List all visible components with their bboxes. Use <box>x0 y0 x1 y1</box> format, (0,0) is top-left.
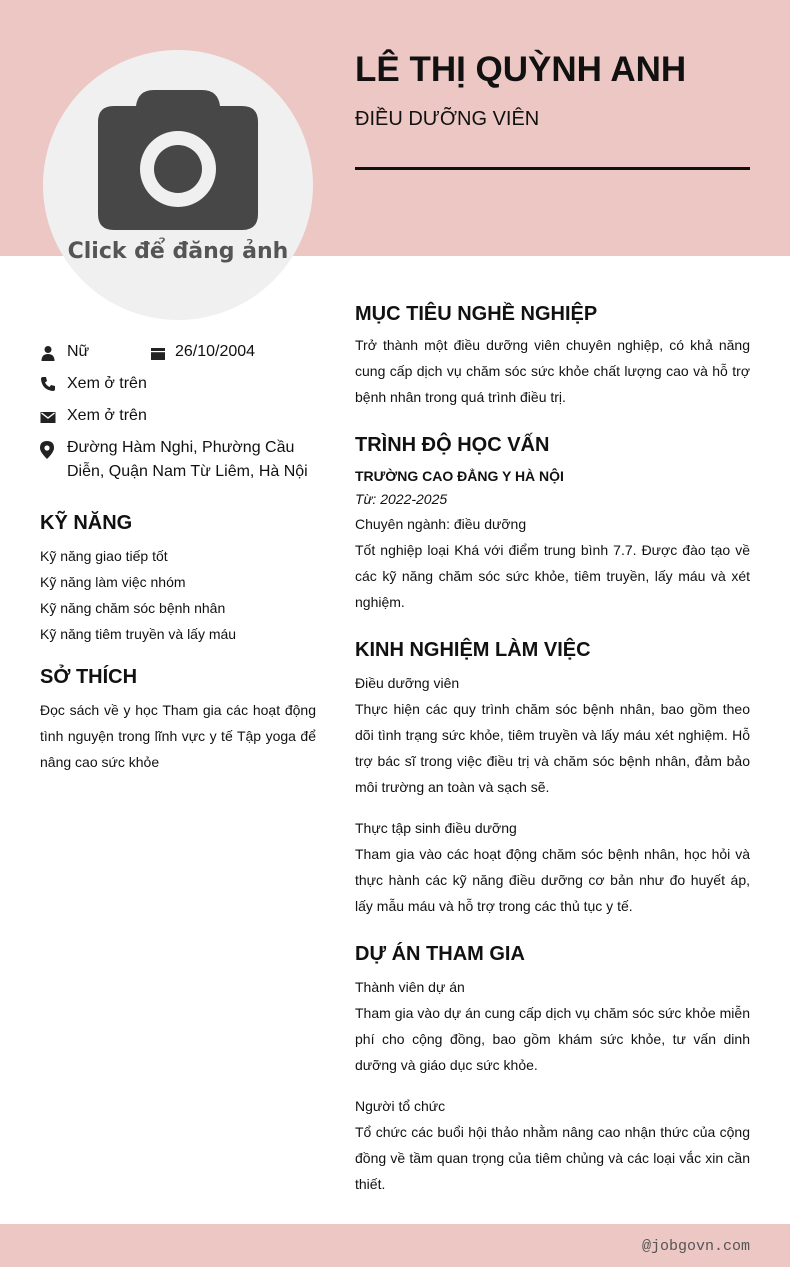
hobbies-text: Đọc sách về y học Tham gia các hoạt động tình nguyện trong lĩnh vực y tế Tập yoga để nâng cao sức khỏe <box>40 702 316 770</box>
skill-item: Kỹ năng làm việc nhóm <box>40 574 186 590</box>
project-text: Tham gia vào dự án cung cấp dịch vụ chăm sóc sức khỏe miễn phí cho cộng đồng, bao gồm khám sức khỏe, tư vấn dinh dưỡng và giáo dục sức khỏe. <box>355 1005 750 1073</box>
candidate-name: LÊ THỊ QUỲNH ANH <box>355 50 687 89</box>
location-pin-icon <box>39 441 55 459</box>
experience-role: Điều dưỡng viên <box>355 675 460 691</box>
phone-value: Xem ở trên <box>67 375 147 392</box>
camera-icon <box>98 90 258 230</box>
gender-value: Nữ <box>67 343 90 360</box>
skill-item: Kỹ năng tiêm truyền và lấy máu <box>40 626 237 642</box>
experience-role: Thực tập sinh điều dưỡng <box>355 820 517 836</box>
experience-text: Thực hiện các quy trình chăm sóc bệnh nhân, bao gồm theo dõi tình trạng sức khỏe, tiêm truyền và lấy máu xét nghiệm. Hỗ trợ bác sĩ trong việc điều trị và chăm sóc bệnh nhân, đảm bảo môi trường an toàn và sạch sẽ. <box>355 701 750 795</box>
birthdate-value: 26/10/2004 <box>175 343 256 360</box>
education-heading: TRÌNH ĐỘ HỌC VẤN <box>355 434 550 456</box>
address-line-1: Đường Hàm Nghi, Phường Cầu <box>67 439 295 456</box>
hobbies-heading: SỞ THÍCH <box>40 666 138 688</box>
education-period: Từ: 2022-2025 <box>355 491 448 507</box>
footer-watermark: @jobgovn.com <box>641 1238 750 1255</box>
education-text: Tốt nghiệp loại Khá với điểm trung bình 7.7. Được đào tạo về các kỹ năng chăm sóc sức khỏe, tiêm truyền, lấy máu và xét nghiệm. <box>355 542 750 610</box>
job-title: ĐIỀU DƯỠNG VIÊN <box>355 108 540 130</box>
person-icon <box>40 345 56 361</box>
objective-text: Trở thành một điều dưỡng viên chuyên nghiệp, có khả năng cung cấp dịch vụ chăm sóc sức khỏe chất lượng cao và hỗ trợ bệnh nhân trong quá trình điều trị. <box>355 337 750 405</box>
skill-item: Kỹ năng chăm sóc bệnh nhân <box>40 600 226 616</box>
school-name: TRƯỜNG CAO ĐẲNG Y HÀ NỘI <box>355 468 564 484</box>
photo-upload-label: Click để đăng ảnh <box>67 239 289 264</box>
education-major: Chuyên ngành: điều dưỡng <box>355 516 527 532</box>
email-icon <box>40 409 56 425</box>
project-text: Tổ chức các buổi hội thảo nhằm nâng cao nhận thức của cộng đồng về tầm quan trọng của tiêm chủng và các loại vắc xin cần thiết. <box>355 1124 750 1192</box>
calendar-icon <box>150 346 166 362</box>
header-divider <box>355 167 750 170</box>
skill-item: Kỹ năng giao tiếp tốt <box>40 548 168 564</box>
email-value: Xem ở trên <box>67 407 147 424</box>
photo-upload[interactable] <box>43 50 313 320</box>
address-line-2: Diễn, Quận Nam Từ Liêm, Hà Nội <box>67 463 308 480</box>
projects-heading: DỰ ÁN THAM GIA <box>355 943 525 965</box>
project-role: Thành viên dự án <box>355 979 465 995</box>
experience-text: Tham gia vào các hoạt động chăm sóc bệnh nhân, học hỏi và thực hành các kỹ năng điều dưỡng cơ bản như đo huyết áp, lấy mẫu máu và hỗ trợ trong các thủ tục y tế. <box>355 846 750 914</box>
experience-heading: KINH NGHIỆM LÀM VIỆC <box>355 639 591 661</box>
project-role: Người tổ chức <box>355 1098 446 1114</box>
objective-heading: MỤC TIÊU NGHỀ NGHIỆP <box>355 303 598 325</box>
phone-icon <box>40 376 56 392</box>
skills-heading: KỸ NĂNG <box>40 512 133 534</box>
